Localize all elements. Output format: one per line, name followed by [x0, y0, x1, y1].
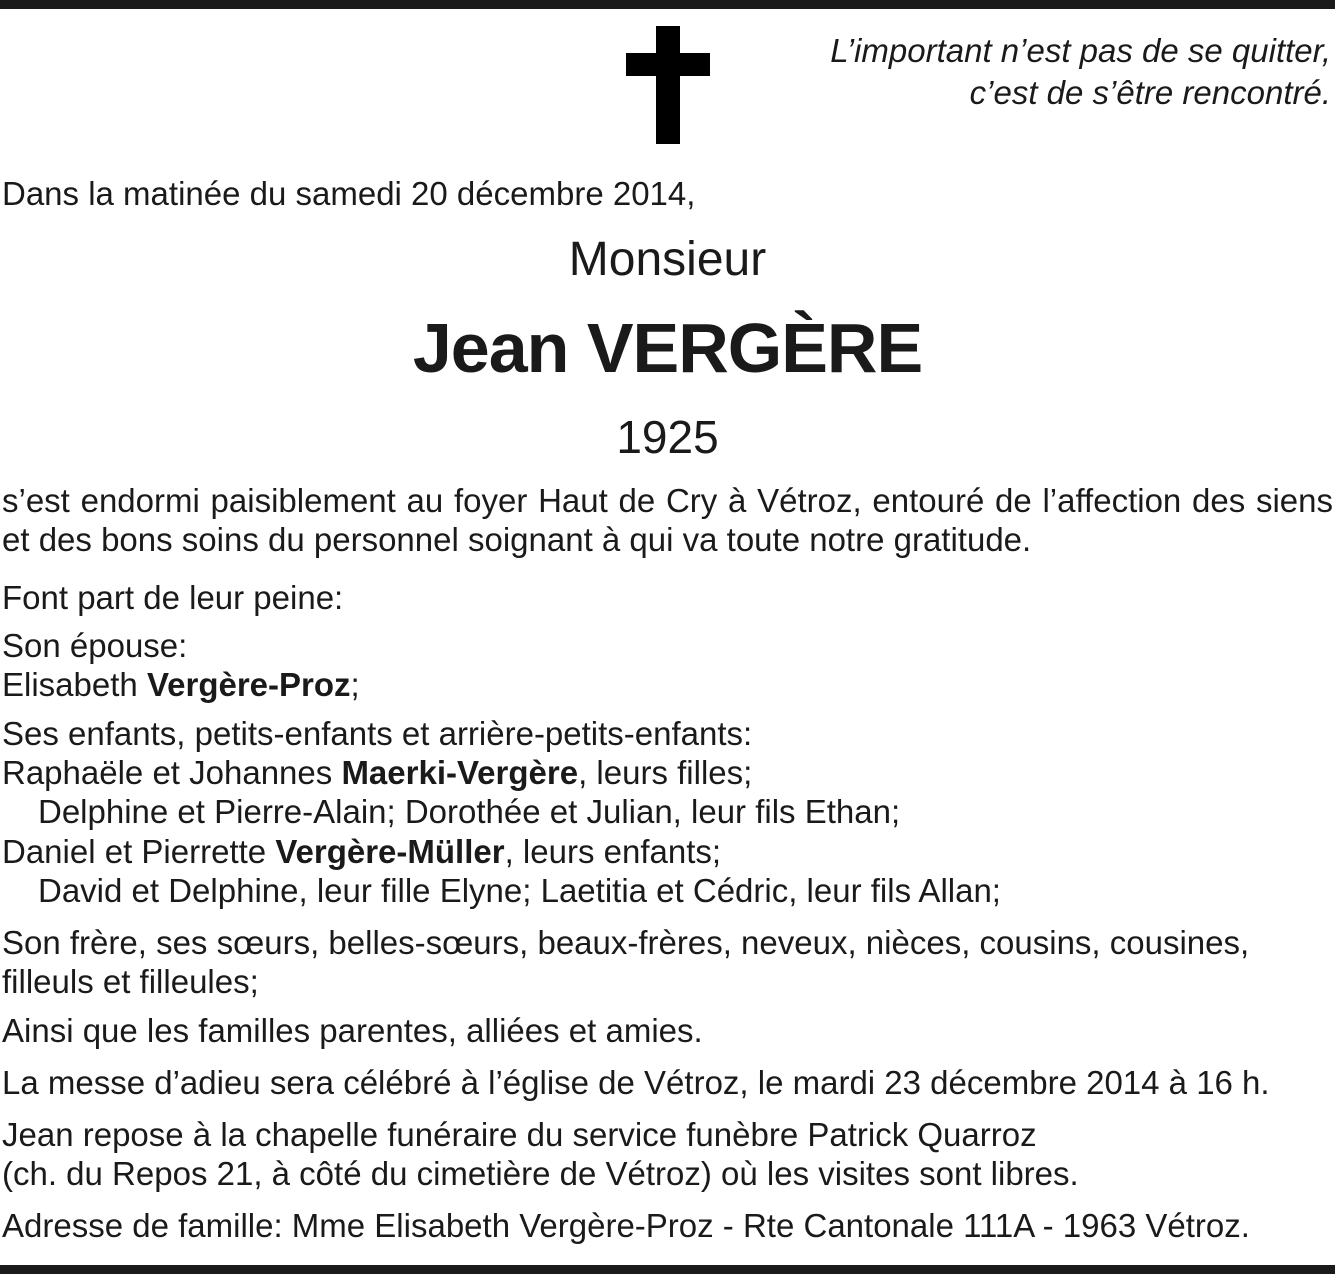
spouse-heading: Son épouse: — [2, 627, 188, 664]
family-2-first: Daniel et Pierrette — [2, 833, 276, 870]
spouse-suffix: ; — [350, 666, 360, 703]
cross-icon — [626, 26, 710, 144]
families-text: Ainsi que les familles parentes, alliées et amies. — [2, 1012, 703, 1049]
family-1-last: Maerki-Vergère — [341, 754, 579, 791]
repose-line-2: (ch. du Repos 21, à côté du cimetière de Vétroz) où les visites sont libres. — [2, 1155, 1079, 1192]
family-address: Adresse de famille: Mme Elisabeth Vergère-Proz - Rte Cantonale 111A - 1963 Vétroz. — [2, 1207, 1250, 1244]
children-heading: Ses enfants, petits-enfants et arrière-petits-enfants: — [2, 715, 753, 752]
intro-text: Dans la matinée du samedi 20 décembre 2014, — [2, 175, 696, 212]
deceased-name: Jean VERGÈRE — [412, 309, 923, 387]
spouse-last-name: Vergère-Proz — [146, 666, 351, 703]
family-2-last: Vergère-Müller — [275, 833, 505, 870]
relatives-line-1: Son frère, ses sœurs, belles-sœurs, beaux-frères, neveux, nièces, cousins, cousines, — [2, 924, 1250, 961]
passing-text: s’est endormi paisiblement au foyer Haut de Cry à Vétroz, entouré de l’affection des siens et des bons soins du personnel soignant à qui va toute notre gratitude. — [2, 482, 1333, 558]
epigraph-quote — [830, 30, 1331, 114]
mass-text: La messe d’adieu sera célébré à l’église de Vétroz, le mardi 23 décembre 2014 à 16 h. — [2, 1064, 1270, 1101]
spouse-name-line — [2, 665, 360, 704]
family-1-first: Raphaële et Johannes — [2, 754, 342, 791]
family-2-line — [2, 832, 721, 871]
family-1-line — [2, 753, 752, 792]
bottom-border-rule — [0, 1265, 1335, 1274]
epigraph-line-2: c’est de s’être rencontré. — [969, 74, 1331, 111]
family-1-descendants: Delphine et Pierre-Alain; Dorothée et Julian, leur fils Ethan; — [38, 793, 901, 830]
family-2-suffix: , leurs enfants; — [504, 833, 722, 870]
epigraph-line-1: L’important n’est pas de se quitter, — [830, 32, 1331, 69]
top-border-rule — [0, 0, 1335, 9]
deceased-year: 1925 — [616, 411, 719, 463]
family-1-suffix: , leurs filles; — [578, 754, 753, 791]
family-2-descendants: David et Delphine, leur fille Elyne; Laetitia et Cédric, leur fils Allan; — [38, 872, 1001, 909]
repose-line-1: Jean repose à la chapelle funéraire du service funèbre Patrick Quarroz — [2, 1116, 1037, 1153]
spouse-first-name: Elisabeth — [2, 666, 147, 703]
deceased-title: Monsieur — [568, 233, 767, 286]
announce-text: Font part de leur peine: — [2, 579, 344, 616]
relatives-line-2: filleuls et filleules; — [2, 963, 259, 1000]
